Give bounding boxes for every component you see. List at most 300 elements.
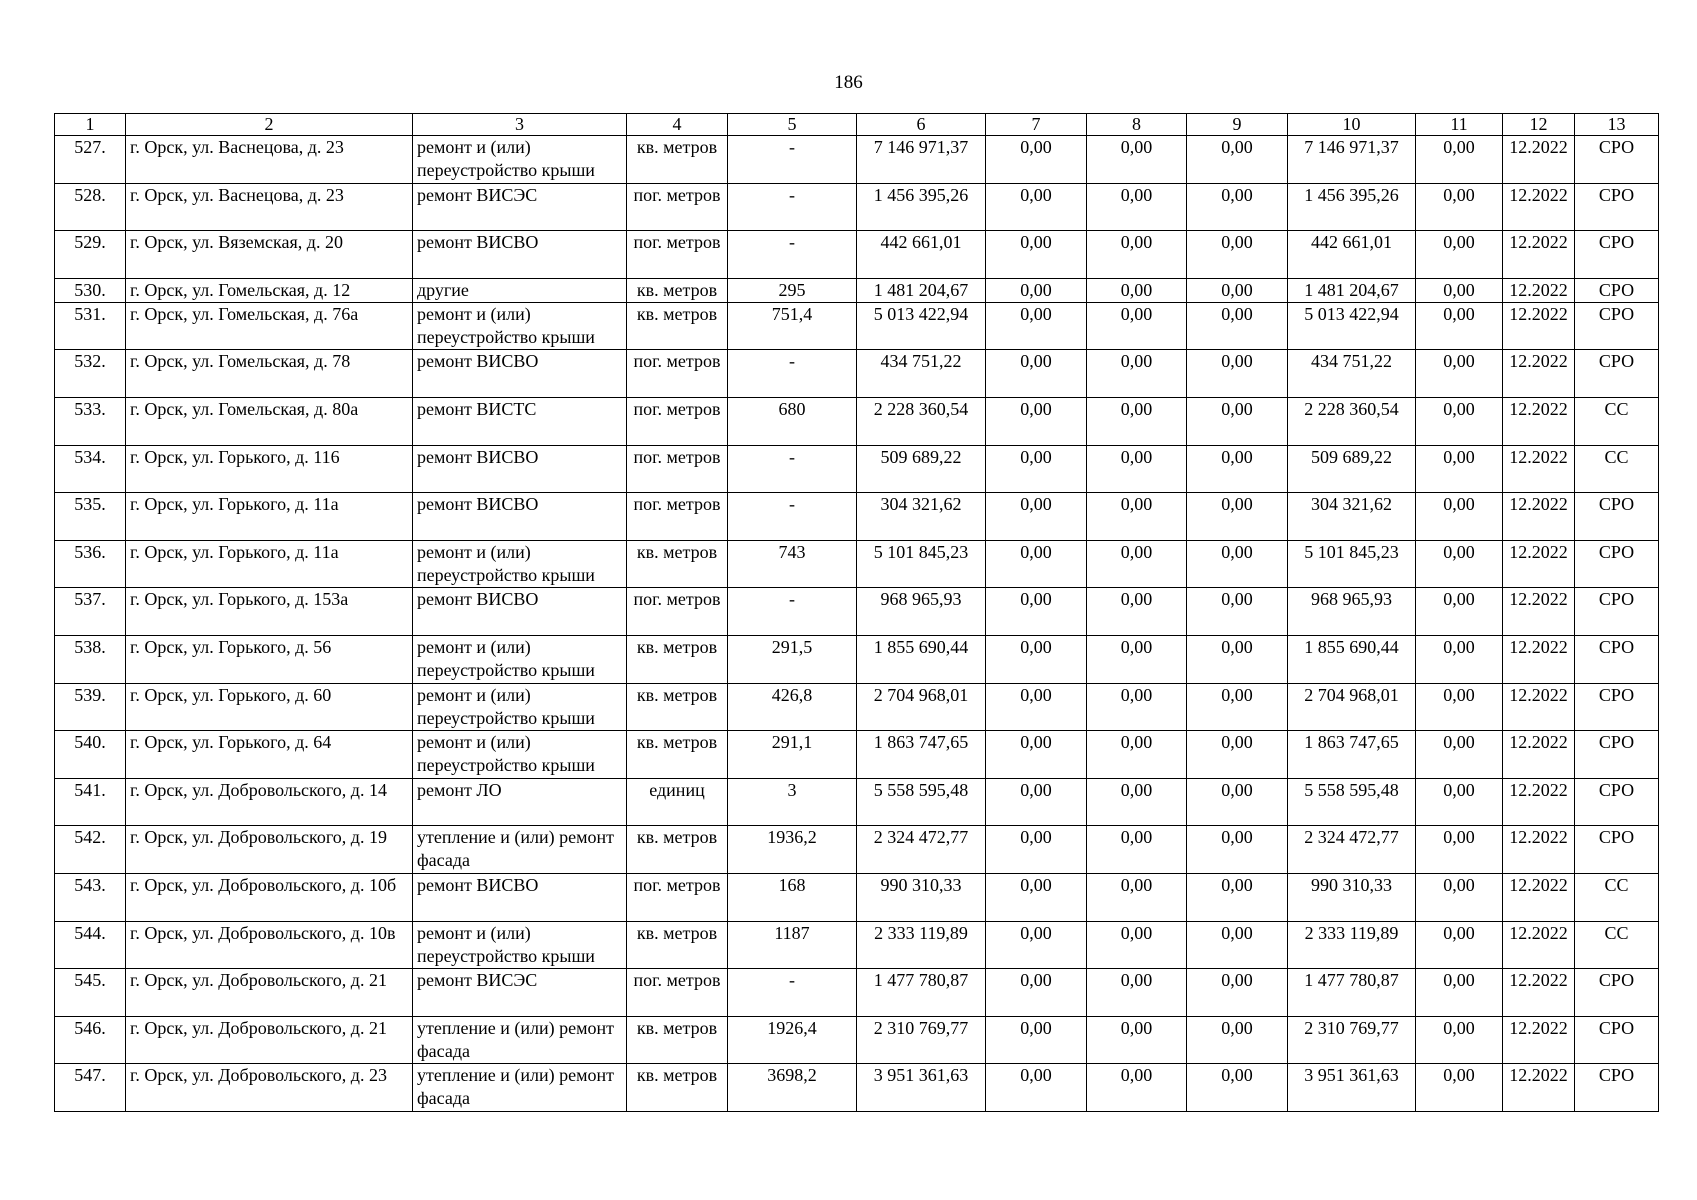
table-row (55, 921, 1659, 969)
col10-cell: 2 324 472,77 (1288, 826, 1416, 874)
quantity-cell: 680 (728, 397, 857, 445)
col7-cell: 0,00 (986, 183, 1087, 231)
col9-cell: 0,00 (1187, 588, 1288, 636)
col10-cell: 2 704 968,01 (1288, 683, 1416, 731)
work-type-cell: другие (413, 278, 627, 302)
completion-date-cell: 12.2022 (1503, 1016, 1575, 1064)
col10-cell: 990 310,33 (1288, 873, 1416, 921)
address-cell: г. Орск, ул. Горького, д. 60 (126, 683, 413, 731)
col10-cell: 1 477 780,87 (1288, 969, 1416, 1017)
col9-cell: 0,00 (1187, 445, 1288, 493)
col11-cell: 0,00 (1416, 231, 1503, 279)
completion-date-cell: 12.2022 (1503, 183, 1575, 231)
col10-cell: 2 310 769,77 (1288, 1016, 1416, 1064)
work-type-cell: ремонт ВИСВО (413, 231, 627, 279)
work-type-cell: ремонт ЛО (413, 778, 627, 826)
col10-cell: 304 321,62 (1288, 493, 1416, 541)
table-row (55, 683, 1659, 731)
table-row (55, 588, 1659, 636)
col9-cell: 0,00 (1187, 778, 1288, 826)
address-cell: г. Орск, ул. Горького, д. 64 (126, 731, 413, 779)
table-row (55, 278, 1659, 302)
address-cell: г. Орск, ул. Гомельская, д. 76а (126, 302, 413, 350)
work-type-cell: ремонт ВИСЭС (413, 183, 627, 231)
table-row (55, 635, 1659, 683)
work-type-cell: утепление и (или) ремонт фасада (413, 1016, 627, 1064)
address-cell: г. Орск, ул. Васнецова, д. 23 (126, 136, 413, 184)
col8-cell: 0,00 (1087, 683, 1187, 731)
column-header: 2 (126, 114, 413, 136)
col9-cell: 0,00 (1187, 1064, 1288, 1112)
completion-date-cell: 12.2022 (1503, 731, 1575, 779)
completion-date-cell: 12.2022 (1503, 635, 1575, 683)
table-row (55, 445, 1659, 493)
address-cell: г. Орск, ул. Горького, д. 56 (126, 635, 413, 683)
row-number: 540. (55, 731, 126, 779)
address-cell: г. Орск, ул. Горького, д. 153а (126, 588, 413, 636)
work-type-cell: ремонт ВИСЭС (413, 969, 627, 1017)
total-cost-cell: 1 456 395,26 (857, 183, 986, 231)
funding-method-cell: СРО (1575, 183, 1659, 231)
col7-cell: 0,00 (986, 683, 1087, 731)
work-type-cell: ремонт ВИСТС (413, 397, 627, 445)
address-cell: г. Орск, ул. Горького, д. 116 (126, 445, 413, 493)
col7-cell: 0,00 (986, 302, 1087, 350)
col11-cell: 0,00 (1416, 921, 1503, 969)
quantity-cell: 3 (728, 778, 857, 826)
col9-cell: 0,00 (1187, 231, 1288, 279)
row-number: 534. (55, 445, 126, 493)
address-cell: г. Орск, ул. Добровольского, д. 21 (126, 1016, 413, 1064)
row-number: 533. (55, 397, 126, 445)
work-type-cell: ремонт и (или) переустройство крыши (413, 635, 627, 683)
row-number: 544. (55, 921, 126, 969)
unit-cell: кв. метров (627, 302, 728, 350)
completion-date-cell: 12.2022 (1503, 493, 1575, 541)
quantity-cell: - (728, 445, 857, 493)
completion-date-cell: 12.2022 (1503, 873, 1575, 921)
col10-cell: 7 146 971,37 (1288, 136, 1416, 184)
address-cell: г. Орск, ул. Добровольского, д. 14 (126, 778, 413, 826)
col7-cell: 0,00 (986, 136, 1087, 184)
col8-cell: 0,00 (1087, 302, 1187, 350)
quantity-cell: 426,8 (728, 683, 857, 731)
col11-cell: 0,00 (1416, 683, 1503, 731)
col8-cell: 0,00 (1087, 397, 1187, 445)
unit-cell: кв. метров (627, 540, 728, 588)
total-cost-cell: 990 310,33 (857, 873, 986, 921)
col10-cell: 5 558 595,48 (1288, 778, 1416, 826)
funding-method-cell: СРО (1575, 278, 1659, 302)
funding-method-cell: СРО (1575, 826, 1659, 874)
work-type-cell: ремонт ВИСВО (413, 873, 627, 921)
quantity-cell: - (728, 231, 857, 279)
col9-cell: 0,00 (1187, 1016, 1288, 1064)
completion-date-cell: 12.2022 (1503, 278, 1575, 302)
unit-cell: пог. метров (627, 969, 728, 1017)
total-cost-cell: 304 321,62 (857, 493, 986, 541)
unit-cell: пог. метров (627, 493, 728, 541)
work-type-cell: утепление и (или) ремонт фасада (413, 826, 627, 874)
work-type-cell: утепление и (или) ремонт фасада (413, 1064, 627, 1112)
unit-cell: кв. метров (627, 826, 728, 874)
col7-cell: 0,00 (986, 445, 1087, 493)
col8-cell: 0,00 (1087, 826, 1187, 874)
col8-cell: 0,00 (1087, 1016, 1187, 1064)
completion-date-cell: 12.2022 (1503, 397, 1575, 445)
col11-cell: 0,00 (1416, 445, 1503, 493)
col8-cell: 0,00 (1087, 278, 1187, 302)
row-number: 528. (55, 183, 126, 231)
column-header: 11 (1416, 114, 1503, 136)
unit-cell: пог. метров (627, 350, 728, 398)
table-row (55, 540, 1659, 588)
work-type-cell: ремонт и (или) переустройство крыши (413, 540, 627, 588)
col9-cell: 0,00 (1187, 278, 1288, 302)
total-cost-cell: 1 481 204,67 (857, 278, 986, 302)
address-cell: г. Орск, ул. Добровольского, д. 23 (126, 1064, 413, 1112)
total-cost-cell: 5 013 422,94 (857, 302, 986, 350)
col10-cell: 1 481 204,67 (1288, 278, 1416, 302)
col8-cell: 0,00 (1087, 778, 1187, 826)
col8-cell: 0,00 (1087, 873, 1187, 921)
col7-cell: 0,00 (986, 1064, 1087, 1112)
completion-date-cell: 12.2022 (1503, 683, 1575, 731)
table-row (55, 1064, 1659, 1112)
funding-method-cell: СРО (1575, 302, 1659, 350)
col11-cell: 0,00 (1416, 183, 1503, 231)
col9-cell: 0,00 (1187, 397, 1288, 445)
table-row (55, 302, 1659, 350)
unit-cell: кв. метров (627, 683, 728, 731)
total-cost-cell: 1 477 780,87 (857, 969, 986, 1017)
col8-cell: 0,00 (1087, 350, 1187, 398)
quantity-cell: 1187 (728, 921, 857, 969)
col11-cell: 0,00 (1416, 731, 1503, 779)
table-row (55, 731, 1659, 779)
address-cell: г. Орск, ул. Добровольского, д. 10б (126, 873, 413, 921)
col8-cell: 0,00 (1087, 921, 1187, 969)
row-number: 542. (55, 826, 126, 874)
col7-cell: 0,00 (986, 921, 1087, 969)
address-cell: г. Орск, ул. Вяземская, д. 20 (126, 231, 413, 279)
total-cost-cell: 442 661,01 (857, 231, 986, 279)
page-number: 186 (834, 72, 863, 93)
row-number: 543. (55, 873, 126, 921)
table-row (55, 873, 1659, 921)
total-cost-cell: 968 965,93 (857, 588, 986, 636)
row-number: 537. (55, 588, 126, 636)
funding-method-cell: СРО (1575, 540, 1659, 588)
address-cell: г. Орск, ул. Васнецова, д. 23 (126, 183, 413, 231)
quantity-cell: 295 (728, 278, 857, 302)
completion-date-cell: 12.2022 (1503, 445, 1575, 493)
funding-method-cell: СРО (1575, 1016, 1659, 1064)
row-number: 535. (55, 493, 126, 541)
row-number: 529. (55, 231, 126, 279)
col8-cell: 0,00 (1087, 588, 1187, 636)
col10-cell: 5 013 422,94 (1288, 302, 1416, 350)
col11-cell: 0,00 (1416, 1016, 1503, 1064)
quantity-cell: 751,4 (728, 302, 857, 350)
row-number: 541. (55, 778, 126, 826)
total-cost-cell: 7 146 971,37 (857, 136, 986, 184)
completion-date-cell: 12.2022 (1503, 231, 1575, 279)
col11-cell: 0,00 (1416, 350, 1503, 398)
unit-cell: кв. метров (627, 278, 728, 302)
address-cell: г. Орск, ул. Добровольского, д. 21 (126, 969, 413, 1017)
total-cost-cell: 1 855 690,44 (857, 635, 986, 683)
col10-cell: 2 333 119,89 (1288, 921, 1416, 969)
work-type-cell: ремонт ВИСВО (413, 588, 627, 636)
row-number: 539. (55, 683, 126, 731)
row-number: 532. (55, 350, 126, 398)
completion-date-cell: 12.2022 (1503, 136, 1575, 184)
total-cost-cell: 5 101 845,23 (857, 540, 986, 588)
col8-cell: 0,00 (1087, 1064, 1187, 1112)
col9-cell: 0,00 (1187, 350, 1288, 398)
address-cell: г. Орск, ул. Добровольского, д. 19 (126, 826, 413, 874)
quantity-cell: - (728, 136, 857, 184)
quantity-cell: - (728, 183, 857, 231)
funding-method-cell: СРО (1575, 231, 1659, 279)
table-row (55, 136, 1659, 184)
col10-cell: 434 751,22 (1288, 350, 1416, 398)
column-header: 5 (728, 114, 857, 136)
col7-cell: 0,00 (986, 635, 1087, 683)
col7-cell: 0,00 (986, 826, 1087, 874)
total-cost-cell: 5 558 595,48 (857, 778, 986, 826)
col9-cell: 0,00 (1187, 302, 1288, 350)
unit-cell: кв. метров (627, 921, 728, 969)
quantity-cell: - (728, 350, 857, 398)
funding-method-cell: СРО (1575, 683, 1659, 731)
table-row (55, 350, 1659, 398)
col7-cell: 0,00 (986, 278, 1087, 302)
address-cell: г. Орск, ул. Горького, д. 11а (126, 540, 413, 588)
work-type-cell: ремонт ВИСВО (413, 493, 627, 541)
table-row (55, 1016, 1659, 1064)
col8-cell: 0,00 (1087, 445, 1187, 493)
col11-cell: 0,00 (1416, 302, 1503, 350)
col9-cell: 0,00 (1187, 826, 1288, 874)
col8-cell: 0,00 (1087, 731, 1187, 779)
col10-cell: 442 661,01 (1288, 231, 1416, 279)
col8-cell: 0,00 (1087, 635, 1187, 683)
total-cost-cell: 2 333 119,89 (857, 921, 986, 969)
column-header: 10 (1288, 114, 1416, 136)
col11-cell: 0,00 (1416, 397, 1503, 445)
funding-method-cell: СС (1575, 873, 1659, 921)
col11-cell: 0,00 (1416, 873, 1503, 921)
total-cost-cell: 434 751,22 (857, 350, 986, 398)
col7-cell: 0,00 (986, 350, 1087, 398)
col11-cell: 0,00 (1416, 136, 1503, 184)
work-type-cell: ремонт ВИСВО (413, 350, 627, 398)
column-header: 12 (1503, 114, 1575, 136)
col11-cell: 0,00 (1416, 588, 1503, 636)
row-number: 546. (55, 1016, 126, 1064)
col10-cell: 509 689,22 (1288, 445, 1416, 493)
row-number: 545. (55, 969, 126, 1017)
completion-date-cell: 12.2022 (1503, 1064, 1575, 1112)
column-header: 9 (1187, 114, 1288, 136)
total-cost-cell: 3 951 361,63 (857, 1064, 986, 1112)
row-number: 547. (55, 1064, 126, 1112)
total-cost-cell: 509 689,22 (857, 445, 986, 493)
quantity-cell: 291,1 (728, 731, 857, 779)
col8-cell: 0,00 (1087, 231, 1187, 279)
col10-cell: 968 965,93 (1288, 588, 1416, 636)
funding-method-cell: СС (1575, 397, 1659, 445)
col9-cell: 0,00 (1187, 635, 1288, 683)
col8-cell: 0,00 (1087, 540, 1187, 588)
col7-cell: 0,00 (986, 231, 1087, 279)
row-number: 536. (55, 540, 126, 588)
quantity-cell: 743 (728, 540, 857, 588)
col10-cell: 5 101 845,23 (1288, 540, 1416, 588)
quantity-cell: - (728, 969, 857, 1017)
row-number: 531. (55, 302, 126, 350)
completion-date-cell: 12.2022 (1503, 350, 1575, 398)
funding-method-cell: СРО (1575, 635, 1659, 683)
unit-cell: пог. метров (627, 231, 728, 279)
address-cell: г. Орск, ул. Гомельская, д. 80а (126, 397, 413, 445)
column-number-row (55, 114, 1659, 136)
col9-cell: 0,00 (1187, 969, 1288, 1017)
completion-date-cell: 12.2022 (1503, 921, 1575, 969)
repair-program-table (54, 113, 1659, 1112)
quantity-cell: - (728, 588, 857, 636)
col9-cell: 0,00 (1187, 540, 1288, 588)
quantity-cell: 1936,2 (728, 826, 857, 874)
total-cost-cell: 2 228 360,54 (857, 397, 986, 445)
col8-cell: 0,00 (1087, 969, 1187, 1017)
col7-cell: 0,00 (986, 397, 1087, 445)
col7-cell: 0,00 (986, 731, 1087, 779)
funding-method-cell: СС (1575, 445, 1659, 493)
table-row (55, 397, 1659, 445)
unit-cell: кв. метров (627, 1016, 728, 1064)
table-row (55, 826, 1659, 874)
col7-cell: 0,00 (986, 493, 1087, 541)
col11-cell: 0,00 (1416, 778, 1503, 826)
col10-cell: 3 951 361,63 (1288, 1064, 1416, 1112)
address-cell: г. Орск, ул. Гомельская, д. 78 (126, 350, 413, 398)
address-cell: г. Орск, ул. Добровольского, д. 10в (126, 921, 413, 969)
quantity-cell: 168 (728, 873, 857, 921)
column-header: 3 (413, 114, 627, 136)
col11-cell: 0,00 (1416, 826, 1503, 874)
col10-cell: 1 456 395,26 (1288, 183, 1416, 231)
col10-cell: 2 228 360,54 (1288, 397, 1416, 445)
work-type-cell: ремонт ВИСВО (413, 445, 627, 493)
funding-method-cell: СРО (1575, 588, 1659, 636)
address-cell: г. Орск, ул. Гомельская, д. 12 (126, 278, 413, 302)
funding-method-cell: СРО (1575, 778, 1659, 826)
col8-cell: 0,00 (1087, 183, 1187, 231)
unit-cell: пог. метров (627, 588, 728, 636)
col7-cell: 0,00 (986, 540, 1087, 588)
unit-cell: кв. метров (627, 731, 728, 779)
unit-cell: пог. метров (627, 183, 728, 231)
completion-date-cell: 12.2022 (1503, 778, 1575, 826)
table-row (55, 231, 1659, 279)
funding-method-cell: СРО (1575, 969, 1659, 1017)
col7-cell: 0,00 (986, 873, 1087, 921)
row-number: 538. (55, 635, 126, 683)
work-type-cell: ремонт и (или) переустройство крыши (413, 136, 627, 184)
quantity-cell: - (728, 493, 857, 541)
col8-cell: 0,00 (1087, 136, 1187, 184)
funding-method-cell: СРО (1575, 136, 1659, 184)
completion-date-cell: 12.2022 (1503, 826, 1575, 874)
col9-cell: 0,00 (1187, 493, 1288, 541)
unit-cell: единиц (627, 778, 728, 826)
funding-method-cell: СС (1575, 921, 1659, 969)
total-cost-cell: 2 310 769,77 (857, 1016, 986, 1064)
quantity-cell: 1926,4 (728, 1016, 857, 1064)
col11-cell: 0,00 (1416, 1064, 1503, 1112)
unit-cell: кв. метров (627, 1064, 728, 1112)
column-header: 7 (986, 114, 1087, 136)
col7-cell: 0,00 (986, 778, 1087, 826)
unit-cell: пог. метров (627, 397, 728, 445)
col11-cell: 0,00 (1416, 635, 1503, 683)
column-header: 6 (857, 114, 986, 136)
row-number: 530. (55, 278, 126, 302)
funding-method-cell: СРО (1575, 493, 1659, 541)
row-number: 527. (55, 136, 126, 184)
total-cost-cell: 1 863 747,65 (857, 731, 986, 779)
table-row (55, 778, 1659, 826)
total-cost-cell: 2 324 472,77 (857, 826, 986, 874)
quantity-cell: 291,5 (728, 635, 857, 683)
work-type-cell: ремонт и (или) переустройство крыши (413, 731, 627, 779)
col9-cell: 0,00 (1187, 873, 1288, 921)
work-type-cell: ремонт и (или) переустройство крыши (413, 683, 627, 731)
unit-cell: кв. метров (627, 635, 728, 683)
funding-method-cell: СРО (1575, 1064, 1659, 1112)
completion-date-cell: 12.2022 (1503, 540, 1575, 588)
funding-method-cell: СРО (1575, 731, 1659, 779)
address-cell: г. Орск, ул. Горького, д. 11а (126, 493, 413, 541)
col8-cell: 0,00 (1087, 493, 1187, 541)
col10-cell: 1 855 690,44 (1288, 635, 1416, 683)
work-type-cell: ремонт и (или) переустройство крыши (413, 302, 627, 350)
column-header: 1 (55, 114, 126, 136)
unit-cell: кв. метров (627, 136, 728, 184)
table-row (55, 493, 1659, 541)
funding-method-cell: СРО (1575, 350, 1659, 398)
column-header: 13 (1575, 114, 1659, 136)
col9-cell: 0,00 (1187, 731, 1288, 779)
col11-cell: 0,00 (1416, 278, 1503, 302)
completion-date-cell: 12.2022 (1503, 302, 1575, 350)
unit-cell: пог. метров (627, 873, 728, 921)
completion-date-cell: 12.2022 (1503, 588, 1575, 636)
total-cost-cell: 2 704 968,01 (857, 683, 986, 731)
table-row (55, 969, 1659, 1017)
col10-cell: 1 863 747,65 (1288, 731, 1416, 779)
completion-date-cell: 12.2022 (1503, 969, 1575, 1017)
col7-cell: 0,00 (986, 1016, 1087, 1064)
col9-cell: 0,00 (1187, 683, 1288, 731)
unit-cell: пог. метров (627, 445, 728, 493)
work-type-cell: ремонт и (или) переустройство крыши (413, 921, 627, 969)
col9-cell: 0,00 (1187, 136, 1288, 184)
col9-cell: 0,00 (1187, 183, 1288, 231)
